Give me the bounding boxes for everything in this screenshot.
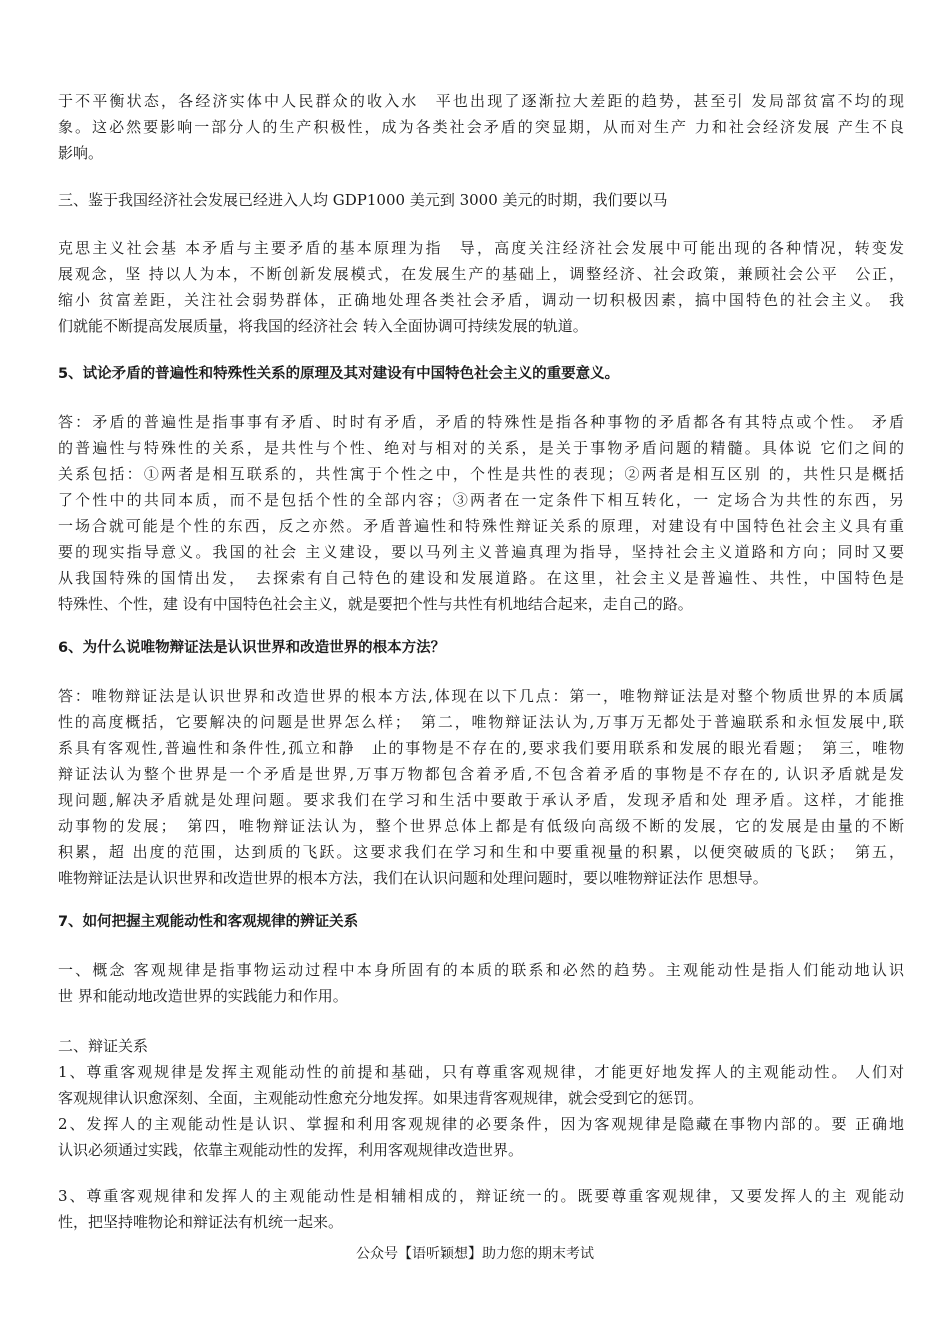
question-heading: 6、为什么说唯物辩证法是认识世界和改造世界的根本方法？ bbox=[58, 640, 446, 656]
text-line: 性，把坚持唯物论和辩证法有机统一起来。 bbox=[58, 1213, 344, 1231]
text-line: 的普遍性与特殊性的关系，是共性与个性、绝对与相对的关系，是关于事物矛盾问题的精髓。具体说 它们之间的 bbox=[58, 439, 904, 457]
text-line: 关系包括：①两者是相互联系的，共性寓于个性之中，个性是共性的表现；②两者是相互区别 的，共性只是概括 bbox=[58, 465, 904, 483]
text-line: 象。这必然要影响一部分人的生产积极性，成为各类社会矛盾的突显期，从而对生产 力和社会经济发展 产生不良 bbox=[58, 118, 904, 136]
text-line: 缩小 贫富差距，关注社会弱势群体，正确地处理各类社会矛盾，调动一切积极因素，搞中国特色的社会主义。 我 bbox=[58, 291, 904, 309]
text-line: 客观规律认识愈深刻、全面，主观能动性愈充分地发挥。如果违背客观规律，就会受到它的惩罚。 bbox=[58, 1089, 704, 1107]
text-line: 要的现实指导意义。我国的社会 主义建设，要以马列主义普遍真理为指导，坚持社会主义道路和方向；同时又要 bbox=[58, 543, 904, 561]
page-footer: 公众号【语听颖想】助力您的期末考试 bbox=[356, 1246, 594, 1262]
text-line: 于不平衡状态，各经济实体中人民群众的收入水 平也出现了逐渐拉大差距的趋势，甚至引 发局部贫富不均的现 bbox=[58, 92, 904, 110]
question-heading: 5、试论矛盾的普遍性和特殊性关系的原理及其对建设有中国特色社会主义的重要意义。 bbox=[58, 366, 620, 382]
text-line: 们就能不断提高发展质量，将我国的经济社会 转入全面协调可持续发展的轨道。 bbox=[58, 317, 588, 335]
para-section-three bbox=[58, 187, 904, 213]
text-line: 3、尊重客观规律和发挥人的主观能动性是相辅相成的，辩证统一的。既要尊重客观规律，又要发挥人的主 观能动 bbox=[58, 1187, 904, 1205]
text-line: 展观念，坚 持以人为本，不断创新发展模式，在发展生产的基础上，调整经济、社会政策，兼顾社会公平 公正， bbox=[58, 265, 904, 283]
question-7 bbox=[58, 909, 904, 935]
para-marxism bbox=[58, 235, 904, 339]
answer-6 bbox=[58, 683, 904, 891]
text-line: 2、发挥人的主观能动性是认识、掌握和利用客观规律的必要条件，因为客观规律是隐藏在事物内部的。要 正确地 bbox=[58, 1115, 904, 1133]
text-line: 世 界和能动地改造世界的实践能力和作用。 bbox=[58, 987, 348, 1005]
text-line: 现问题,解决矛盾就是处理问题。要求我们在学习和生活中要敢于承认矛盾，发现矛盾和处 理矛盾。这样，才能推 bbox=[58, 791, 904, 809]
text-line: 克思主义社会基 本矛盾与主要矛盾的基本原理为指 导，高度关注经济社会发展中可能出现的各种情况，转变发 bbox=[58, 239, 904, 257]
text-line: 动事物的发展； 第四，唯物辩证法认为，整个世界总体上都是有低级向高级不断的发展，它的发展是由量的不断 bbox=[58, 817, 904, 835]
answer-7-unity bbox=[58, 1183, 904, 1235]
answer-7-concept bbox=[58, 957, 904, 1009]
text-line: 系具有客观性,普遍性和条件性,孤立和静 止的事物是不存在的,要求我们要用联系和发展的眼光看题； 第三，唯物 bbox=[58, 739, 904, 757]
question-6 bbox=[58, 635, 904, 661]
text-line: 认识必须通过实践，依靠主观能动性的发挥，利用客观规律改造世界。 bbox=[58, 1141, 524, 1159]
question-heading: 7、如何把握主观能动性和客观规律的辨证关系 bbox=[58, 914, 359, 930]
text-line: 二、辩证关系 bbox=[58, 1037, 149, 1055]
text-line: 了个性中的共同本质，而不是包括个性的全部内容；③两者在一定条件下相互转化，一 定场合为共性的东西，另 bbox=[58, 491, 904, 509]
text-line: 答：矛盾的普遍性是指事事有矛盾、时时有矛盾，矛盾的特殊性是指各种事物的矛盾都各有其特点或个性。 矛盾 bbox=[58, 413, 904, 431]
text-line: 辩证法认为整个世界是一个矛盾是世界,万事万物都包含着矛盾,不包含着矛盾的事物是不存在的, 认识矛盾就是发 bbox=[58, 765, 904, 783]
text-line: 积累，超 出度的范围，达到质的飞跃。这要求我们在学习和生和中要重视量的积累，以便突破质的飞跃； 第五， bbox=[58, 843, 904, 861]
text-line: 唯物辩证法是认识世界和改造世界的根本方法，我们在认识问题和处理问题时，要以唯物辩证法作 思想导。 bbox=[58, 869, 768, 887]
question-5 bbox=[58, 361, 904, 387]
text-line: 一、概念 客观规律是指事物运动过程中本身所固有的本质的联系和必然的趋势。主观能动性是指人们能动地认识 bbox=[58, 961, 904, 979]
answer-7-relation bbox=[58, 1033, 904, 1163]
text-line: 答：唯物辩证法是认识世界和改造世界的根本方法,体现在以下几点：第一，唯物辩证法是对整个物质世界的本质属 bbox=[58, 687, 904, 705]
text-line: 三、鉴于我国经济社会发展已经进入人均 GDP1000 美元到 3000 美元的时期，我们要以马 bbox=[58, 191, 668, 209]
answer-5 bbox=[58, 409, 904, 617]
text-line: 一场合就可能是个性的东西，反之亦然。矛盾普遍性和特殊性辩证关系的原理，对建设有中国特色社会主义具有重 bbox=[58, 517, 904, 535]
para-intro-end bbox=[58, 88, 904, 166]
text-line: 从我国特殊的国情出发， 去探索有自己特色的建设和发展道路。在这里，社会主义是普遍性、共性，中国特色是 bbox=[58, 569, 904, 587]
text-line: 性的高度概括，它要解决的问题是世界怎么样； 第二，唯物辩证法认为,万事万无都处于普遍联系和永恒发展中,联 bbox=[58, 713, 904, 731]
text-line: 1、尊重客观规律是发挥主观能动性的前提和基础，只有尊重客观规律，才能更好地发挥人的主观能动性。 人们对 bbox=[58, 1063, 904, 1081]
text-line: 特殊性、个性，建 设有中国特色社会主义，就是要把个性与共性有机地结合起来，走自己的路。 bbox=[58, 595, 693, 613]
text-line: 影响。 bbox=[58, 144, 104, 162]
